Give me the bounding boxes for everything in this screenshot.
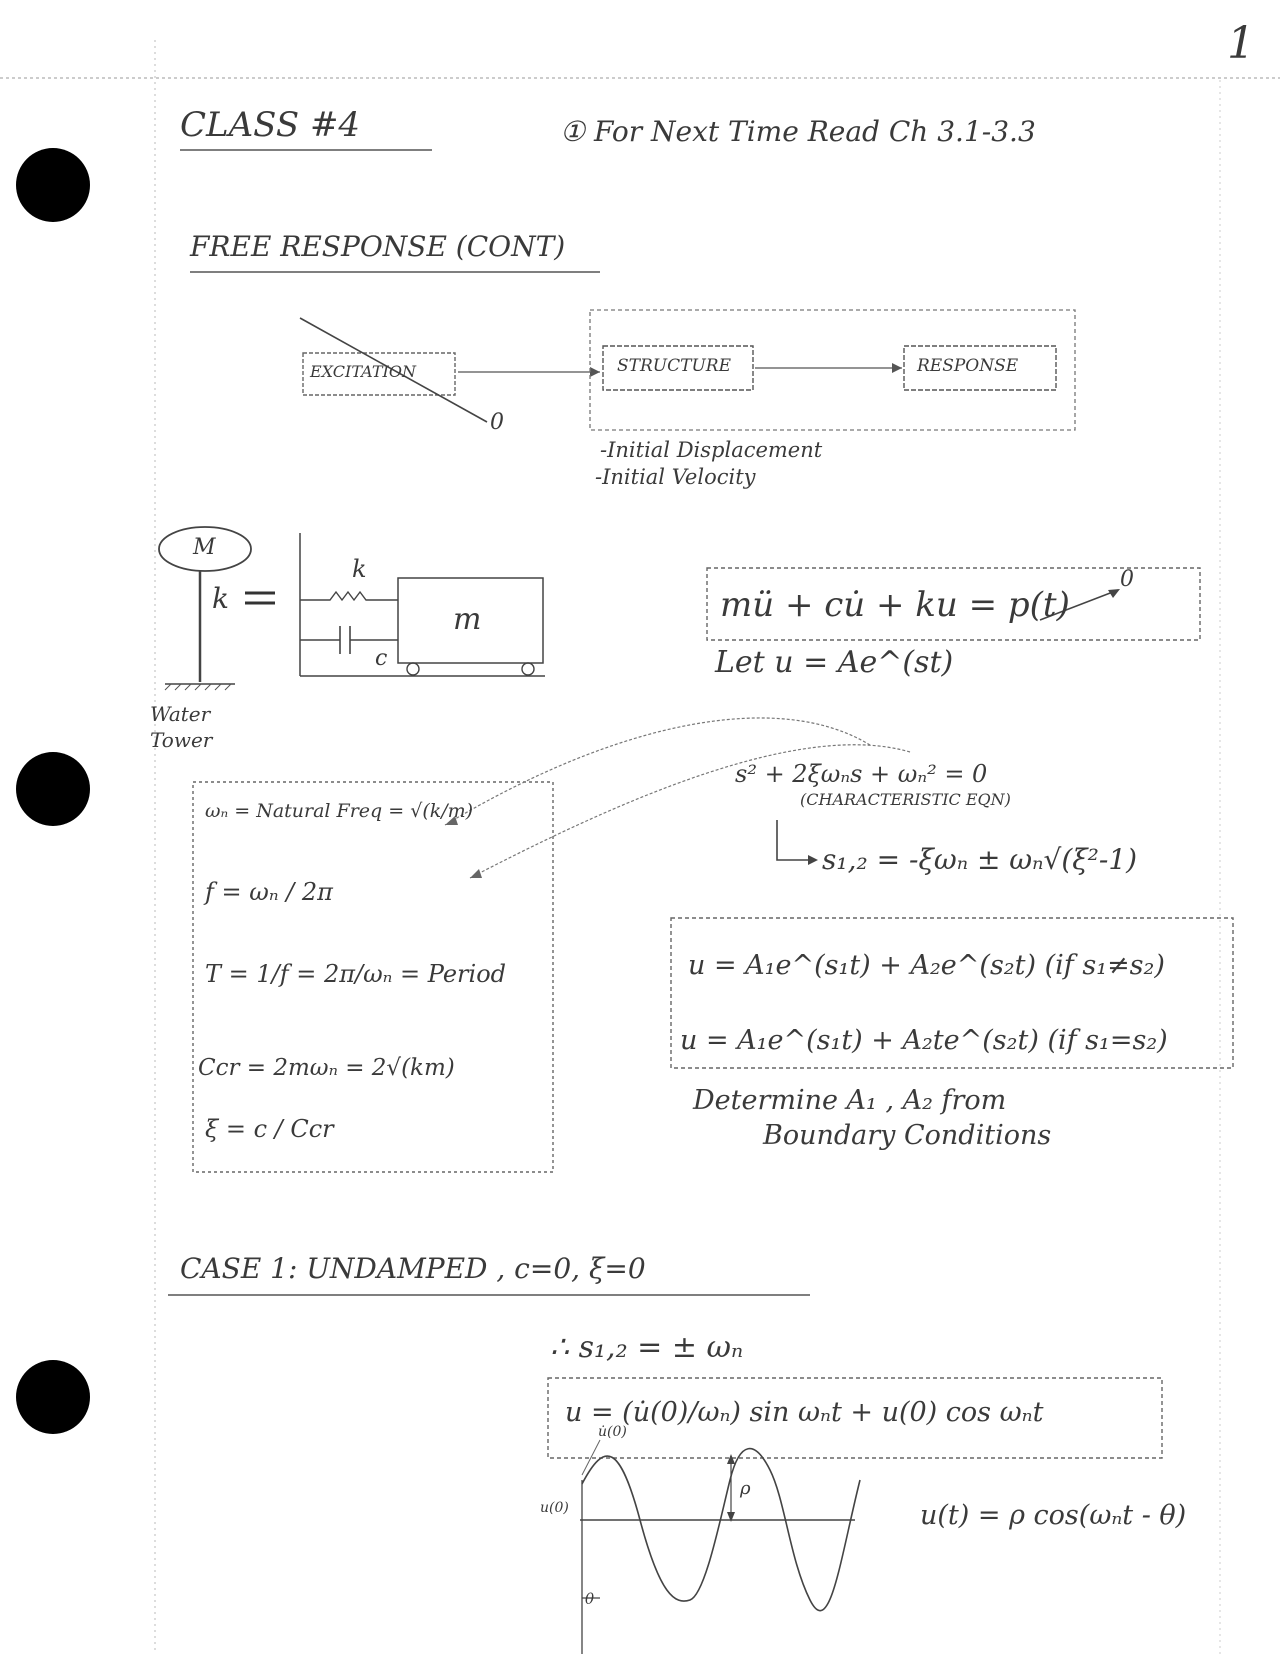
excitation-zero: 0 [490, 410, 504, 435]
boundary-note: Boundary Conditions [763, 1120, 1052, 1151]
characteristic-equation: s² + 2ξωₙs + ωₙ² = 0 [735, 760, 988, 788]
case1-solution: u = (u̇(0)/ωₙ) sin ωₙt + u(0) cos ωₙt [565, 1397, 1044, 1428]
let-assumption: Let u = Ae^(st) [715, 645, 954, 680]
plot-rho-label: ρ [740, 1478, 751, 1499]
damper-c-label: c [375, 646, 388, 671]
eom-zero: 0 [1120, 567, 1134, 592]
plot-sinusoid [582, 1449, 860, 1611]
characteristic-label: (CHARACTERISTIC EQN) [800, 790, 1011, 809]
def-damping-ratio: ξ = c / Ccr [205, 1115, 334, 1143]
initial-velocity: -Initial Velocity [595, 465, 756, 489]
def-frequency: f = ωₙ / 2π [205, 878, 333, 906]
case1-amplitude-form: u(t) = ρ cos(ωₙt - θ) [920, 1500, 1187, 1531]
tower-mass-label: M [193, 535, 216, 560]
spring [300, 592, 398, 600]
solution-repeated-roots: u = A₁e^(s₁t) + A₂te^(s₂t) (if s₁=s₂) [680, 1025, 1168, 1056]
reading-note: ① For Next Time Read Ch 3.1-3.3 [560, 115, 1036, 148]
class-title: CLASS #4 [180, 105, 361, 145]
roots-equation: s₁,₂ = -ξωₙ ± ωₙ√(ξ²-1) [822, 843, 1138, 876]
initial-displacement: -Initial Displacement [600, 438, 823, 462]
def-natural-freq: ωₙ = Natural Freq = √(k/m) [205, 800, 474, 822]
plot-theta-label: θ [585, 1590, 595, 1608]
spring-k-label: k [352, 555, 367, 583]
block-m-label: m [453, 602, 482, 637]
page-number: 1 [1227, 18, 1255, 69]
equation-of-motion: mü + cu̇ + ku = p(t) [720, 585, 1070, 625]
def-period: T = 1/f = 2π/ωₙ = Period [205, 960, 507, 988]
structure-label: STRUCTURE [617, 356, 731, 376]
response-label: RESPONSE [917, 356, 1019, 376]
solution-distinct-roots: u = A₁e^(s₁t) + A₂e^(s₂t) (if s₁≠s₂) [688, 950, 1165, 981]
water-label: Water [150, 702, 211, 726]
excitation-label: EXCITATION [310, 362, 416, 381]
section-title: FREE RESPONSE (CONT) [190, 230, 566, 263]
determine-note: Determine A₁ , A₂ from [693, 1085, 1007, 1116]
case1-title: CASE 1: UNDAMPED , c=0, ξ=0 [180, 1252, 646, 1285]
plot-udot0-label: u̇(0) [598, 1424, 627, 1440]
tower-k-label: k [212, 582, 229, 615]
case1-roots: ∴ s₁,₂ = ± ωₙ [550, 1330, 744, 1365]
def-critical-damping: Ccr = 2mωₙ = 2√(km) [198, 1055, 455, 1081]
tower-label: Tower [150, 728, 213, 752]
plot-u0-label: u(0) [540, 1500, 569, 1516]
